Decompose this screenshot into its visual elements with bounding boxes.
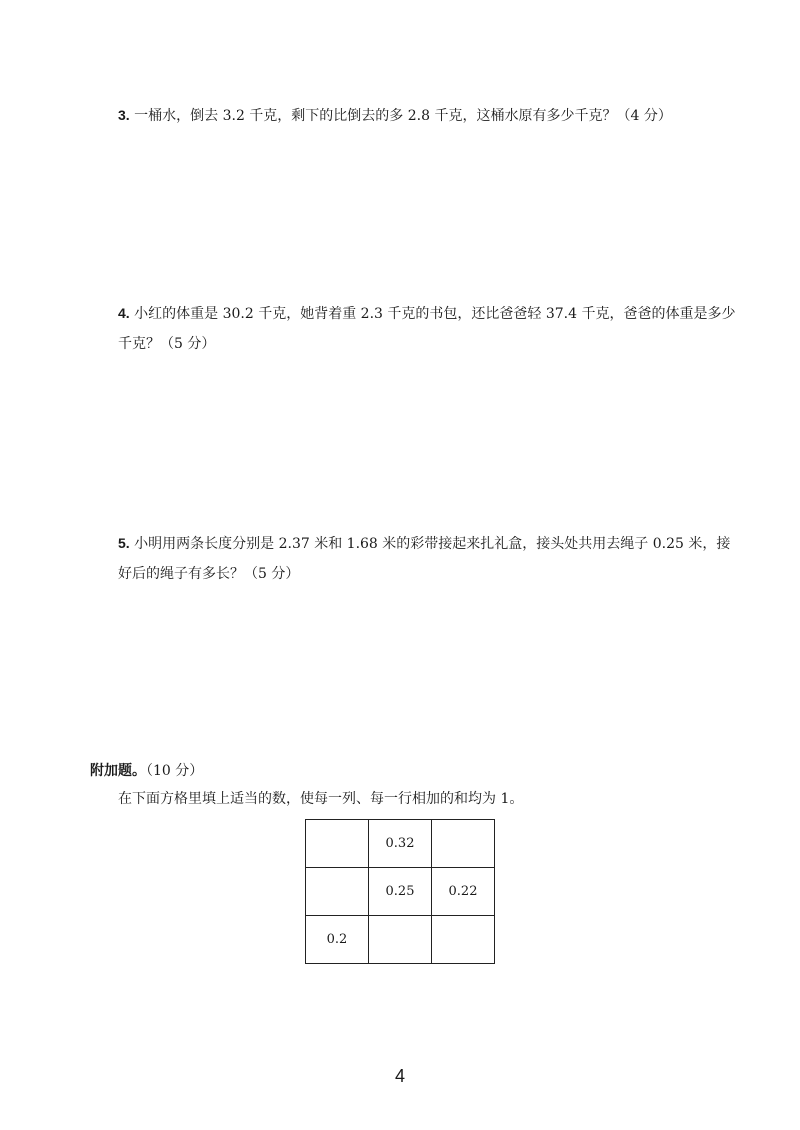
grid-cell: 0.22 [432, 868, 495, 916]
bonus-instruction: 在下面方格里填上适当的数，使每一列、每一行相加的和均为 1。 [118, 791, 524, 807]
grid-row [306, 820, 495, 868]
grid-row [306, 916, 495, 964]
problem-text: 小红的体重是 30.2 千克，她背着重 2.3 千克的书包，还比爸爸轻 37.4 千克，爸爸的体重是多少千克？（5 分） [118, 306, 736, 352]
problem-text: 小明用两条长度分别是 2.37 米和 1.68 米的彩带接起来扎礼盒，接头处共用去绳子 0.25 米，接好后的绳子有多长？（5 分） [118, 536, 731, 582]
problem-text: 一桶水，倒去 3.2 千克，剩下的比倒去的多 2.8 千克，这桶水原有多少千克？（4 分） [134, 108, 672, 124]
grid-cell[interactable] [306, 820, 369, 868]
grid-cell: 0.2 [306, 916, 369, 964]
bonus-points: （10 分） [146, 763, 204, 779]
grid-cell[interactable] [432, 916, 495, 964]
page-number: 4 [394, 1066, 405, 1086]
problem-5 [118, 528, 738, 589]
grid-cell: 0.25 [369, 868, 432, 916]
magic-grid [305, 819, 495, 964]
problem-number: 5. [118, 535, 130, 551]
grid-cell[interactable] [432, 820, 495, 868]
grid-cell[interactable] [306, 868, 369, 916]
grid-row [306, 868, 495, 916]
grid-cell[interactable] [369, 916, 432, 964]
problem-number: 3. [118, 107, 130, 123]
problem-number: 4. [118, 305, 130, 321]
bonus-title: 附加题。 [90, 762, 146, 778]
problem-3 [118, 100, 738, 131]
bonus-heading [90, 760, 203, 780]
grid-cell: 0.32 [369, 820, 432, 868]
problem-4 [118, 298, 738, 359]
